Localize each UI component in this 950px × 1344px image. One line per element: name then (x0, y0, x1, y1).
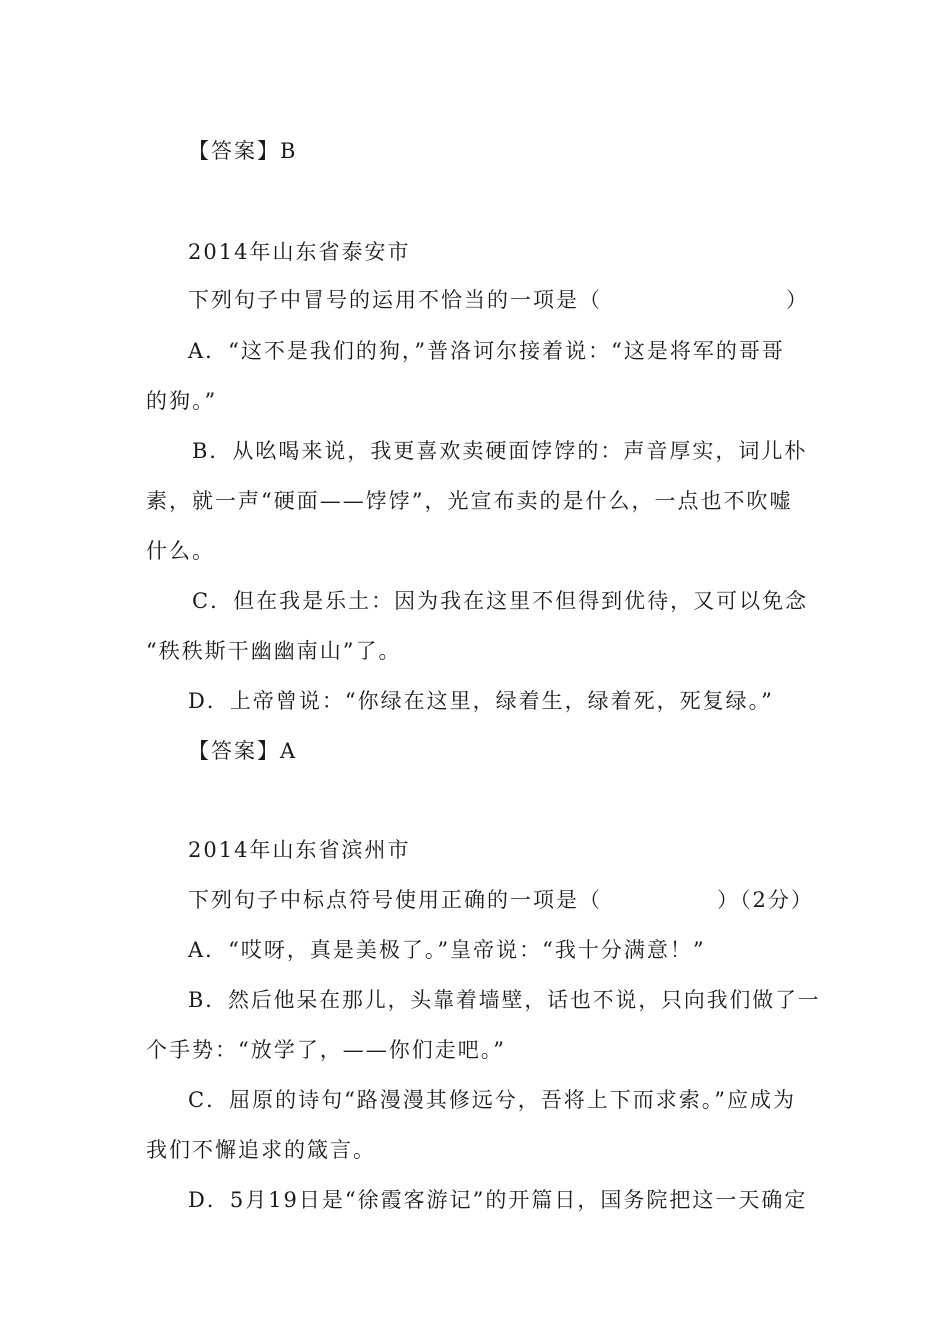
option-a-line: 的狗。” (146, 389, 218, 413)
option-b-line: 个手势：“放学了，——你们走吧。” (146, 1038, 506, 1062)
option-b-line: B．然后他呆在那儿，头靠着墙壁，话也不说，只向我们做了一 (188, 988, 821, 1012)
question-stem: 下列句子中标点符号使用正确的一项是（ ）（2分） (188, 888, 814, 912)
option-a-line: A．“哎呀，真是美极了。”皇帝说：“我十分满意！” (188, 938, 706, 962)
option-b-line: 素，就一声“硬面——饽饽”，光宣布卖的是什么，一点也不吹嘘 (146, 489, 793, 513)
question-source: 2014年山东省滨州市 (188, 838, 411, 862)
answer-label: 【答案】A (188, 739, 298, 763)
option-c-line: C．但在我是乐土：因为我在这里不但得到优待，又可以免念 (192, 589, 809, 613)
option-b-line: B．从吆喝来说，我更喜欢卖硬面饽饽的：声音厚实，词儿朴 (192, 439, 808, 463)
question-stem: 下列句子中冒号的运用不恰当的一项是（ ） (188, 288, 809, 312)
question-source: 2014年山东省泰安市 (188, 240, 411, 264)
option-b-line: 什么。 (146, 539, 215, 563)
option-c-line: “秩秩斯干幽幽南山”了。 (146, 639, 402, 663)
option-a-line: A．“这不是我们的狗，”普洛诃尔接着说：“这是将军的哥哥 (188, 339, 785, 363)
option-d-line: D．上帝曾说：“你绿在这里，绿着生，绿着死，死复绿。” (188, 689, 774, 713)
answer-label: 【答案】B (188, 139, 298, 163)
option-c-line: C．屈原的诗句“路漫漫其修远兮，吾将上下而求索。”应成为 (188, 1088, 797, 1112)
option-c-line: 我们不懈追求的箴言。 (146, 1138, 376, 1162)
option-d-line: D．5月19日是“徐霞客游记”的开篇日，国务院把这一天确定 (188, 1188, 808, 1212)
